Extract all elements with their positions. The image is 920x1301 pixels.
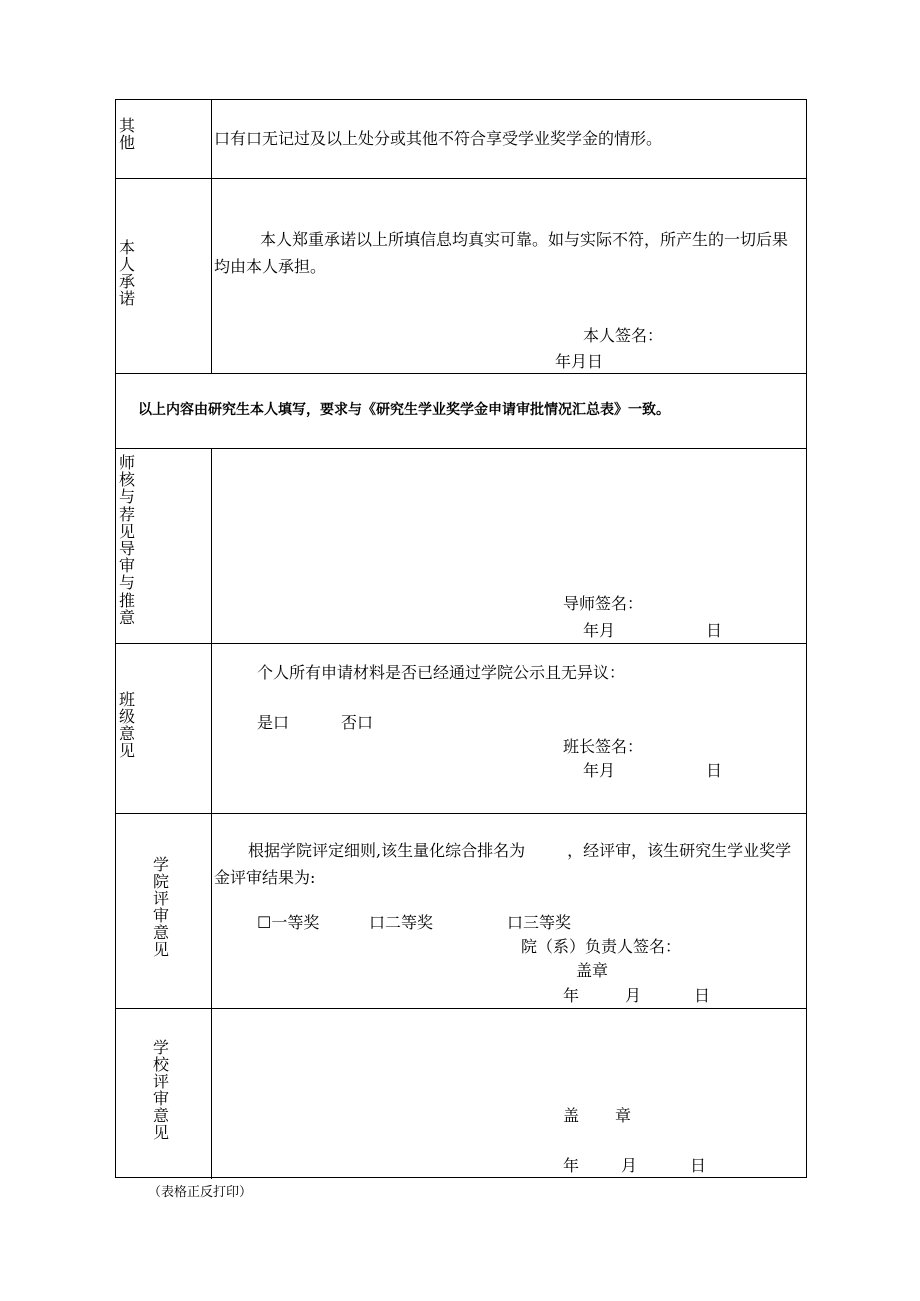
school-date-month: 月 <box>621 1156 638 1175</box>
school-seal-2: 章 <box>615 1106 632 1125</box>
pledge-signature: 本人签名： <box>583 326 664 345</box>
college-signature: 院（系）负责人签名： <box>521 937 682 956</box>
college-text <box>214 837 798 891</box>
college-date-year: 年 <box>563 986 580 1005</box>
advisor-label: 师核与荐见导审与推意 <box>119 453 136 627</box>
class-yes-option[interactable]: 是口 <box>257 713 290 732</box>
row-divider <box>116 813 806 814</box>
row-divider <box>116 373 806 374</box>
advisor-date-day: 日 <box>706 621 723 640</box>
class-date-year-month: 年月 <box>583 761 616 780</box>
third-prize-option[interactable]: 口三等奖 <box>507 913 572 932</box>
school-date-day: 日 <box>690 1156 707 1175</box>
class-date-day: 日 <box>706 761 723 780</box>
college-text-before: 根据学院评定细则,该生量化综合排名为 <box>248 841 526 860</box>
college-date-month: 月 <box>625 986 642 1005</box>
row-divider <box>116 448 806 449</box>
column-divider <box>211 100 212 373</box>
school-date-year: 年 <box>563 1156 580 1175</box>
advisor-signature: 导师签名： <box>563 594 644 613</box>
class-signature: 班长签名： <box>563 737 644 756</box>
pledge-text: 本人郑重承诺以上所填信息均真实可靠。如与实际不符，所产生的一切后果均由本人承担。 <box>214 230 789 276</box>
row-divider <box>116 178 806 179</box>
class-no-option[interactable]: 否口 <box>341 713 374 732</box>
second-prize-option[interactable]: 口二等奖 <box>369 913 434 932</box>
row-divider <box>116 1008 806 1009</box>
column-divider <box>211 448 212 1179</box>
first-prize-option[interactable]: ☐一等奖 <box>257 913 320 932</box>
college-seal: 盖章 <box>576 961 609 980</box>
advisor-date-year-month: 年月 <box>583 621 616 640</box>
review-form-table <box>115 99 807 1178</box>
other-label: 其他 <box>119 116 136 152</box>
pledge-date: 年月日 <box>555 352 604 371</box>
other-text: 口有口无记过及以上处分或其他不符合享受学业奖学金的情形。 <box>214 129 663 148</box>
fill-in-note: 以上内容由研究生本人填写，要求与《研究生学业奖学金申请审批情况汇总表》一致。 <box>138 402 670 418</box>
row-divider <box>116 643 806 644</box>
pledge-label: 本人承诺 <box>119 238 136 308</box>
college-date-day: 日 <box>694 986 711 1005</box>
class-label: 班级意见 <box>119 690 136 760</box>
school-label: 学校评审意见 <box>153 1038 170 1142</box>
college-label: 学院评审意见 <box>153 855 170 959</box>
school-seal-1: 盖 <box>563 1106 580 1125</box>
class-question: 个人所有申请材料是否已经通过学院公示且无异议： <box>257 663 626 682</box>
college-text-after: ，经评审，该生研究生学业奖学金评审结果为: <box>214 841 792 887</box>
print-footnote: （表格正反打印） <box>148 1185 253 1200</box>
